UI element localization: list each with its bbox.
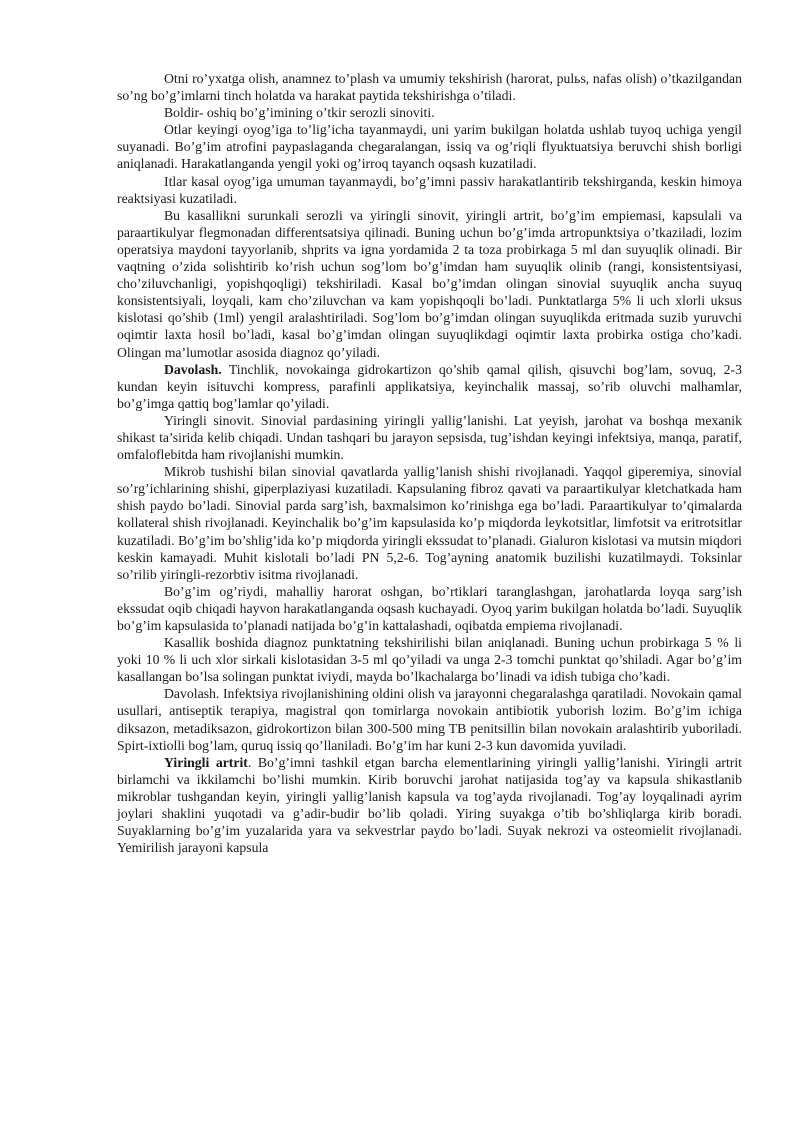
- paragraph-differential-diagnosis: [117, 207, 742, 361]
- paragraph-text: Itlar kasal oyog’iga umuman tayanmaydi, bo’g’imni passiv harakatlantirib tekshirganda, keskin himoya reaktsiyasi kuzatiladi.: [117, 173, 742, 206]
- paragraph-clinical-signs: [117, 583, 742, 634]
- paragraph-text: Mikrob tushishi bilan sinovial qavatlarda yallig’lanish shishi rivojlanadi. Yaqqol giperemiya, sinovial so’rg’ichlarining shishi, giperplaziyasi kuzatiladi. Kapsulaning fibroz qavati va paraartikulyar kletchatkada ham shish paydo bo’ladi. Sinovial parda sarg’ish, baxmalsimon ko’rinishga ega bo’ladi. Paraartikulyar to’qimalarda kollateral shish rivojlanadi. Keyinchalik bo’g’im kapsulasida ko’p miqdorda leykotsitlar, limfotsit va eritrotsitlar kuzatiladi. Bo’g’im bo’shlig’ida ko’p miqdorda yiringli ekssudat to’planadi. Gialuron kislotasi va mutsin miqdori keskin kamayadi. Muhit kislotali bo’ladi PN 5,2-6. Tog’ayning anatomik buzilishi kuzatilmaydi. Toksinlar so’rilib yiringli-rezorbtiv isitma rivojlanadi.: [117, 464, 742, 582]
- paragraph-lead: Davolash.: [164, 361, 222, 377]
- paragraph-purulent-synovitis: [117, 412, 742, 463]
- paragraph-text: Kasallik boshida diagnoz punktatning tekshirilishi bilan aniqlanadi. Buning uchun probirkaga 5 % li yoki 10 % li uch xlor sirkali kislotasidan 3-5 ml qo’yiladi va unga 2-3 tomchi punktat qo’shiladi. Agar bo’g’im kasallangan bo’lsa solingan punktat iviydi, mayda bo’lkachalarga bo’linadi va idish tubiga cho’kadi.: [117, 635, 742, 685]
- paragraph-pathogenesis: [117, 463, 742, 583]
- paragraph-dogs-symptoms: [117, 173, 742, 207]
- paragraph-text: Yiringli sinovit. Sinovial pardasining yiringli yallig’lanishi. Lat yeyish, jarohat va boshqa mexanik shikast ta’sirida kelib chiqadi. Undan tashqari bu jarayon sepsisda, tug’ishdan keyingi infektsiya, manqa, paratif, omfaloflebitda ham rivojlanishi mumkin.: [117, 412, 742, 463]
- paragraph-text: Tinchlik, novokainga gidrokartizon qo’shib qamal qilish, qisuvchi bog’lam, sovuq, 2-3 kundan keyin isituvchi kompress, parafinli applikatsiya, keyinchalik massaj, so’rib oluvchi malhamlar, bo’g’imga qattiq bog’lamlar qo’yiladi.: [117, 361, 742, 411]
- paragraph-examination-order: [117, 70, 742, 104]
- paragraph-text: Otni ro’yxatga olish, anamnez to’plash va umumiy tekshirish (harorat, pulьs, nafas olish) o’tkazilgandan so’ng bo’g’imlarni tinch holatda va harakat paytida tekshirishga o’tiladi.: [117, 71, 742, 104]
- paragraph-treatment-purulent: [117, 685, 742, 753]
- paragraph-text: Bu kasallikni surunkali serozli va yiringli sinovit, yiringli artrit, bo’g’im empiemasi, kapsulali va paraartikulyar flegmonadan differentsatsiya qilinadi. Buning uchun bo’g’imda artropunktsiya o’tkaziladi, lozim operatsiya maydoni tayyorlanib, shprits va igna yordamida 2 ta toza probirkaga 5 ml dan suyuqlik olinadi. Bir vaqtning o’zida solishtirib ko’rish uchun sog’lom bo’g’imdan ham suyuqlik olinib (rangi, konsistentsiyasi, cho’ziluvchanligi, yopishqoqligi) tekshiriladi. Kasal bo’g’imdan olingan sinovial suyuqlik ancha suyuq konsistentsiyali, loyqali, kam cho’ziluvchan va kam yopishqoqli bo’ladi. Punktatlarga 5% li uch xlorli uksus kislotasi qo’shib (1ml) yengil aralashtiriladi. Sog’lom bo’g’imdan olingan suyuqlikda eritmada suzib yuruvchi oqimtir laxta hosil bo’ladi, kasal bo’g’imdan olingan suyuqlikdagi oqimtir laxta probirka ostiga cho’kadi. Olingan ma’lumotlar asosida diagnoz qo’yiladi.: [117, 207, 742, 360]
- paragraph-text: . Bo’g’imni tashkil etgan barcha elementlarining yiringli yallig’lanishi. Yiringli artrit birlamchi va ikkilamchi bo’lishi mumkin. Kirib boruvchi jarohat natijasida tog’ay va kapsula shikastlanib mikroblar tushgandan keyin, yiringli yallig’lanish kapsula va tog’ayda rivojlanadi. Tog’ay loyqalinadi ayrim joylari shaklini yuqotadi va g’adir-budir bo’lib qoladi. Yiring suyakga o’tib bo’shliqlarga kirib boradi. Suyaklarning bo’g’im yuzalarida yara va sekvestrlar paydo bo’ladi. Suyak nekrozi va osteomielit rivojlanadi. Yemirilish jarayoni kapsula: [117, 754, 742, 856]
- paragraph-horses-symptoms: [117, 121, 742, 172]
- document-page: [117, 70, 742, 856]
- paragraph-text: Bo’g’im og’riydi, mahalliy harorat oshgan, bo’rtiklari taranglashgan, jarohatlarda loyqa sarg’ish ekssudat oqib chiqadi hayvon harakatlanganda oqsash kuchayadi. Oyoq yarim bukilgan holatda bo’ladi. Suyuqlik bo’g’im kapsulasida to’planadi natijada bo’g’in kattalashadi, oqibatda empiema rivojlanadi.: [117, 583, 742, 633]
- paragraph-diagnosis: [117, 634, 742, 685]
- paragraph-acute-synovitis-heading: [117, 104, 742, 121]
- paragraph-treatment: [117, 361, 742, 412]
- paragraph-text: Otlar keyingi oyog’iga to’lig’icha tayanmaydi, uni yarim bukilgan holatda ushlab tuyoq uchiga yengil suyanadi. Bo’g’im atrofini paypaslaganda chegaralangan, issiq va og’riqli flyuktuatsiya beruvchi shish borligi aniqlanadi. Harakatlanganda yengil yoki og’irroq tayanch oqsash kuzatiladi.: [117, 122, 742, 172]
- paragraph-purulent-arthritis: [117, 754, 742, 857]
- paragraph-text: Davolash. Infektsiya rivojlanishining oldini olish va jarayonni chegaralashga qaratiladi. Novokain qamal usullari, antiseptik terapiya, magistral qon tomirlarga novokain antibiotik yuborish lozim. Bo’g’im ichiga diksazon, metadiksazon, gidrokortizon bilan 300-500 ming TB penitsillin bilan novokain aralashtirib yuboriladi. Spirt-ixtiolli bog’lam, quruq issiq qo’llaniladi. Bo’g’im har kuni 2-3 kun davomida yuviladi.: [117, 686, 742, 753]
- paragraph-text: Boldir- oshiq bo’g’imining o’tkir serozli sinoviti.: [164, 105, 435, 121]
- paragraph-lead: Yiringli artrit: [164, 754, 248, 770]
